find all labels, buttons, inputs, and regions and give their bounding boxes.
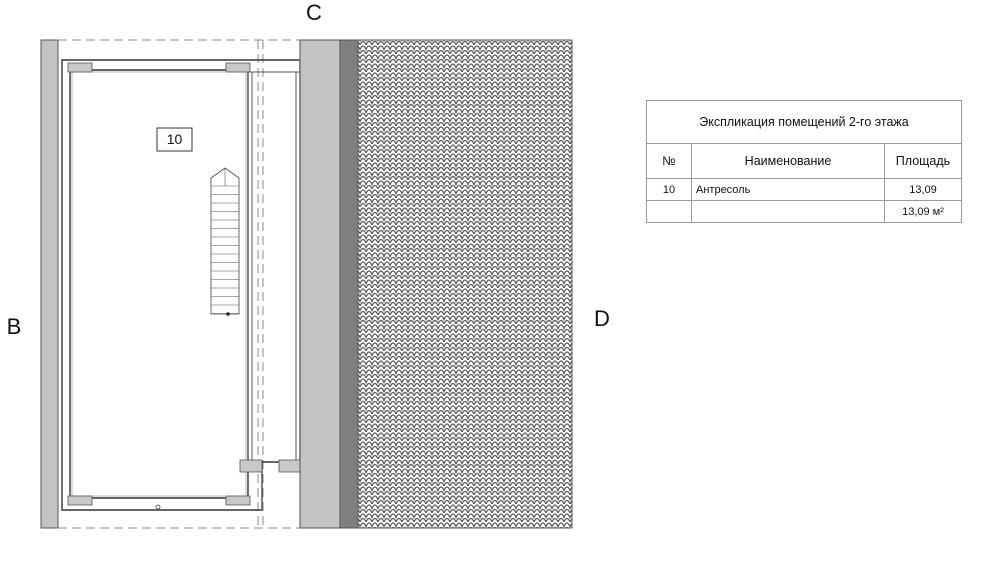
- axis-c-wall-dark: [340, 40, 358, 528]
- row-area: 13,09: [885, 179, 962, 201]
- explication-table: [646, 100, 962, 223]
- explication-title-row: [647, 101, 962, 144]
- axis-label-c: C: [306, 0, 322, 25]
- total-empty-number: [647, 201, 692, 223]
- total-area: 13,09 м²: [885, 201, 962, 223]
- stair-start-dot: [226, 312, 230, 316]
- roof-tiles: [358, 40, 572, 528]
- axis-c-wall: [300, 40, 340, 528]
- outer-dashed-boundary: [58, 40, 300, 528]
- explication-header-row: [647, 144, 962, 179]
- total-empty-name: [692, 201, 885, 223]
- header-number: №: [647, 144, 692, 179]
- staircase: [211, 168, 239, 314]
- axis-label-d: D: [594, 306, 610, 331]
- table-row: [647, 179, 962, 201]
- header-name: Наименование: [692, 144, 885, 179]
- row-name: Антресоль: [692, 179, 885, 201]
- total-row: [647, 201, 962, 223]
- explication-title: Экспликация помещений 2-го этажа: [647, 101, 962, 144]
- left-wall: [41, 40, 58, 528]
- room-number: 10: [166, 131, 183, 147]
- corridor-lines: [248, 72, 300, 510]
- header-area: Площадь: [885, 144, 962, 179]
- row-number: 10: [647, 179, 692, 201]
- bottom-wall-marker: [156, 505, 160, 509]
- axis-label-b: B: [6, 314, 22, 339]
